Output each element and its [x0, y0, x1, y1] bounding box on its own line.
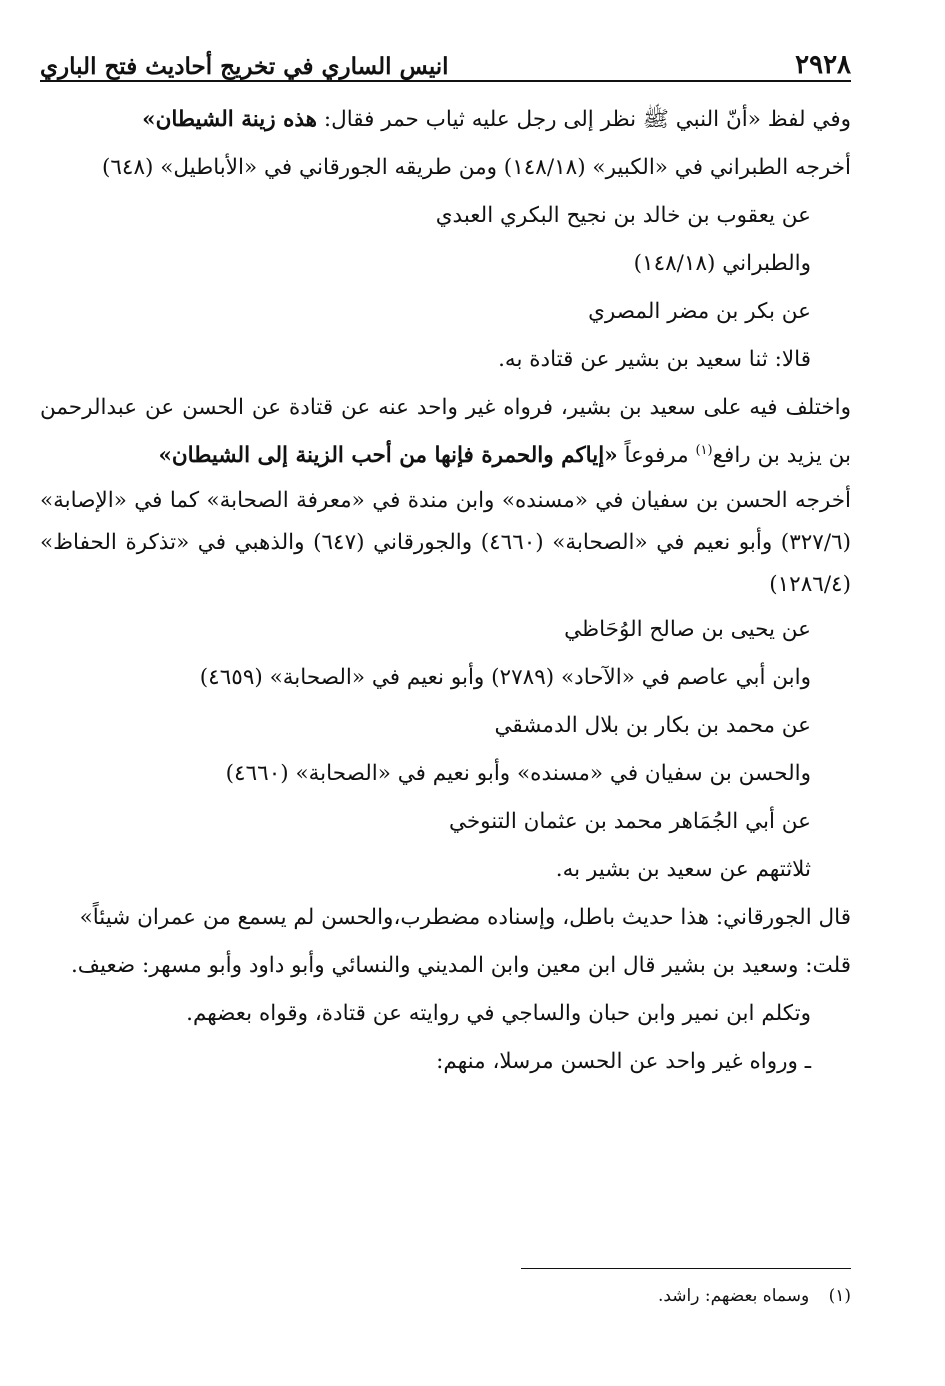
running-header	[40, 38, 851, 82]
footnote-ref: (١)	[695, 442, 713, 458]
chain-line: والطبراني (١٤٨/١٨)	[633, 251, 811, 276]
book-title: انيس الساري في تخريج أحاديث فتح الباري	[40, 53, 449, 80]
chain-line: عن يحيى بن صالح الوُحَاظي	[564, 617, 811, 642]
paragraph	[40, 384, 851, 480]
text: واختلف فيه على سعيد بن بشير، فرواه غير واحد عنه عن قتادة عن الحسن عن عبدالرحمن بن يزيد بن رافع	[40, 395, 851, 468]
footnote-separator	[521, 1268, 851, 1269]
bold-quote: «إياكم والحمرة فإنها من أحب الزينة إلى الشيطان»	[158, 443, 618, 468]
paragraph: أخرجه الحسن بن سفيان في «مسنده» وابن مندة في «معرفة الصحابة» كما في «الإصابة» (٣٢٧/٦) وأبو نعيم في «الصحابة» (٤٦٦٠) والجورقاني (٦٤٧) والذهبي في «تذكرة الحفاظ» (١٢٨٦/٤)	[40, 488, 852, 597]
chain-line: عن محمد بن بكار بن بلال الدمشقي	[494, 713, 811, 738]
chain-line: عن بكر بن مضر المصري	[588, 299, 811, 324]
footnote	[40, 1282, 851, 1310]
paragraph	[40, 96, 851, 144]
main-text	[40, 96, 851, 1086]
paragraph: قلت: وسعيد بن بشير قال ابن معين وابن المديني والنسائي وأبو داود وأبو مسهر: ضعيف.	[70, 953, 851, 978]
chain-line: عن يعقوب بن خالد بن نجيح البكري العبدي	[435, 203, 811, 228]
page-number: ٢٩٢٨	[795, 50, 851, 80]
paragraph: قال الجورقاني: هذا حديث باطل، وإسناده مضطرب،والحسن لم يسمع من عمران شيئاً»	[79, 905, 851, 930]
chain-line: ثلاثتهم عن سعيد بن بشير به.	[555, 857, 811, 882]
text: وفي لفظ «أنّ النبي ﷺ نظر إلى رجل عليه ثياب حمر فقال:	[323, 107, 851, 132]
chain-line: والحسن بن سفيان في «مسنده» وأبو نعيم في «الصحابة» (٤٦٦٠)	[225, 761, 811, 786]
footnote-text: وسماه بعضهم: راشد.	[657, 1286, 810, 1306]
chain-line: وابن أبي عاصم في «الآحاد» (٢٧٨٩) وأبو نعيم في «الصحابة» (٤٦٥٩)	[199, 665, 811, 690]
footnote-marker: (١)	[828, 1286, 851, 1306]
chain-line: قالا: ثنا سعيد بن بشير عن قتادة به.	[498, 347, 811, 372]
paragraph: ـ ورواه غير واحد عن الحسن مرسلا، منهم:	[436, 1049, 811, 1074]
paragraph: أخرجه الطبراني في «الكبير» (١٤٨/١٨) ومن طريقه الجورقاني في «الأباطيل» (٦٤٨)	[101, 155, 851, 180]
paragraph: وتكلم ابن نمير وابن حبان والساجي في روايته عن قتادة، وقواه بعضهم.	[186, 1001, 811, 1026]
bold-quote: هذه زينة الشيطان»	[142, 107, 317, 132]
chain-line: عن أبي الجُمَاهر محمد بن عثمان التنوخي	[448, 809, 811, 834]
text: مرفوعاً	[617, 443, 696, 468]
